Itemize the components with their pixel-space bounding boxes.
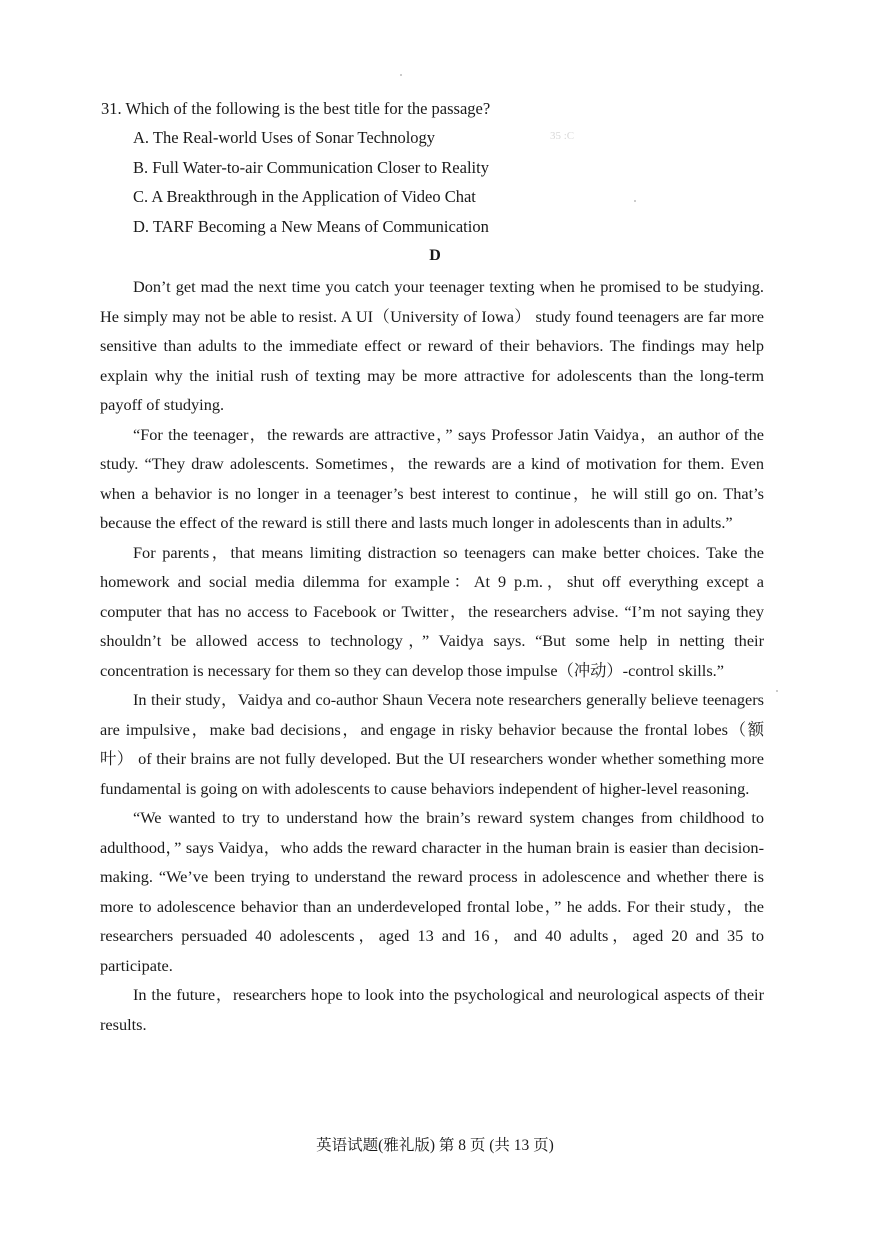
scan-speck (776, 690, 778, 692)
option-label: A. (133, 128, 150, 147)
reading-passage (100, 272, 764, 1039)
page-footer: 英语试题(雅礼版) 第 8 页 (共 13 页) (316, 1137, 554, 1154)
option-label: C. (133, 187, 149, 206)
paragraph: “For the teenager，the rewards are attractive，” says Professor Jatin Vaidya，an author of the study. “They draw adolescents. Sometimes，the rewards are a kind of motivation for them. Even when a behavior is no longer in a teenager’s best interest to continue，he will still go on. That’s because the effect of the reward is still there and lasts much longer in adolescents than in adults.” (100, 424, 764, 532)
section-heading: D (429, 247, 441, 264)
paragraph: In their study，Vaidya and co-author Shaun Vecera note researchers generally believe teenagers are impulsive，make bad decisions，and engage in risky behavior because the frontal lobes（额叶） of their brains are not fully developed. But the UI researchers wonder whether something more fundamental is going on with adolescents to cause behaviors independent of higher-level reasoning. (100, 690, 764, 798)
option-label: B. (133, 158, 149, 177)
option-d (133, 215, 489, 239)
option-b (133, 156, 489, 180)
option-text: A Breakthrough in the Application of Video Chat (151, 187, 476, 206)
paragraph: Don’t get mad the next time you catch your teenager texting when he promised to be studying. He simply may not be able to resist. A UI（University of Iowa） study found teenagers are far more sensitive than adults to the immediate effect or reward of their behaviors. The findings may help explain why the initial rush of texting may be more attractive for adolescents than the long-term payoff of studying. (100, 277, 764, 414)
option-text: Full Water-to-air Communication Closer to Reality (152, 158, 489, 177)
bleed-through-text: 35 :C (550, 130, 575, 142)
option-a (133, 126, 435, 150)
question-number: 31. (101, 99, 122, 118)
scan-speck (634, 200, 636, 202)
option-label: D. (133, 217, 150, 236)
option-c (133, 185, 476, 209)
paragraph: In the future，researchers hope to look into the psychological and neurological aspects of their results. (100, 985, 764, 1034)
option-text: TARF Becoming a New Means of Communication (152, 217, 489, 236)
scan-speck (400, 74, 402, 76)
paragraph: For parents，that means limiting distraction so teenagers can make better choices. Take the homework and social media dilemma for example：At 9 p.m.，shut off everything except a computer that has no access to Facebook or Twitter，the researchers advise. “I’m not saying they shouldn’t be allowed access to technology，” Vaidya says. “But some help in netting their concentration is necessary for them so they can develop those impulse（冲动）-control skills.” (100, 542, 764, 680)
option-text: The Real-world Uses of Sonar Technology (152, 128, 436, 147)
paragraph: “We wanted to try to understand how the brain’s reward system changes from childhood to adulthood，” says Vaidya，who adds the reward character in the human brain is easier than decision-making. “We’ve been trying to understand the reward process in adolescence and whether there is more to adolescence behavior than an underdeveloped frontal lobe，” he adds. For their study，the researchers persuaded 40 adolescents，aged 13 and 16，and 40 adults，aged 20 and 35 to participate. (100, 808, 764, 975)
question-stem (101, 97, 490, 121)
question-text: Which of the following is the best title for the passage? (125, 99, 491, 118)
